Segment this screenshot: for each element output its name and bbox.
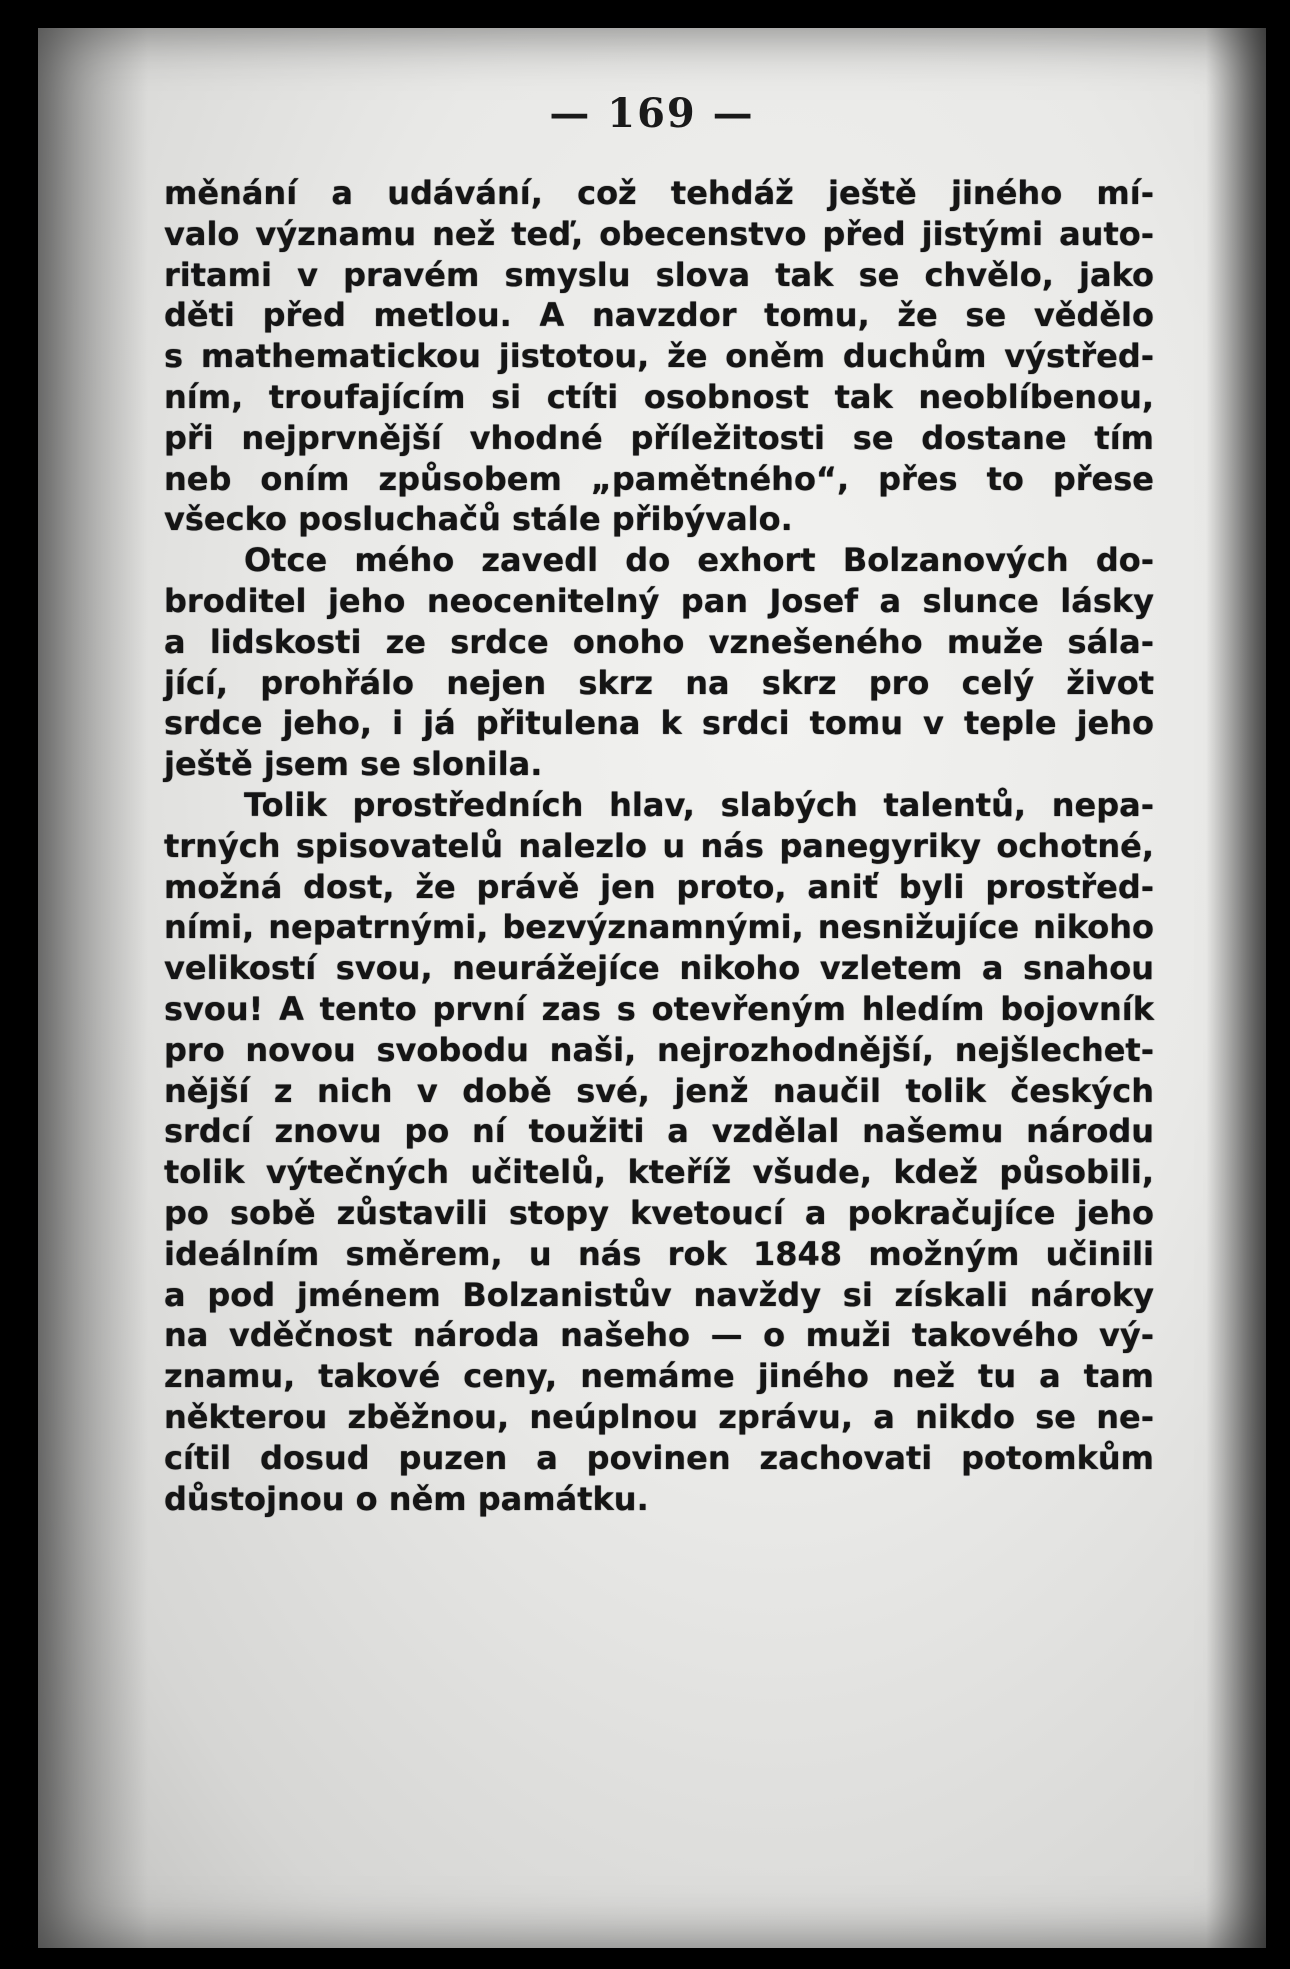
text-line: ním, troufajícím si ctíti osobnost tak neoblíbenou,: [164, 377, 1154, 416]
text-line: nější z nich v době své, jenž naučil tolik českých: [164, 1071, 1154, 1110]
text-line: s mathematickou jistotou, že oněm duchům výstřed-: [164, 337, 1154, 376]
text-line: cítil dosud puzen a povinen zachovati potomkům: [164, 1438, 1154, 1477]
text-line: srdcí znovu po ní toužiti a vzdělal našemu národu: [164, 1112, 1154, 1151]
text-line: jící, prohřálo nejen skrz na skrz pro celý život: [164, 663, 1154, 702]
text-line: valo významu než teď, obecenstvo před jistými auto-: [164, 214, 1154, 253]
text-line: Tolik prostředních hlav, slabých talentů, nepa-: [244, 785, 1154, 824]
text-line: trných spisovatelů nalezlo u nás panegyriky ochotné,: [164, 826, 1154, 865]
paragraph: [164, 785, 1154, 1519]
page-number: — 169 —: [549, 90, 755, 137]
text-line: po sobě zůstavili stopy kvetoucí a pokračujíce jeho: [164, 1193, 1154, 1232]
text-line: pro novou svobodu naši, nejrozhodnější, nejšlechet-: [164, 1030, 1154, 1069]
text-line: velikostí svou, neurážejíce nikoho vzletem a snahou: [164, 949, 1154, 988]
text-line: srdce jeho, i já přitulena k srdci tomu v teple jeho: [164, 704, 1154, 743]
text-line: Otce mého zavedl do exhort Bolzanových do-: [244, 541, 1154, 580]
text-line: ritami v pravém smyslu slova tak se chvělo, jako: [164, 255, 1154, 294]
text-line: děti před metlou. A navzdor tomu, že se vědělo: [164, 296, 1154, 335]
paragraph: [164, 173, 1154, 540]
text-line: znamu, takové ceny, nemáme jiného než tu a tam: [164, 1357, 1154, 1396]
text-line: a pod jménem Bolzanistův navždy si získali nároky: [164, 1275, 1154, 1314]
text-line: a lidskosti ze srdce onoho vznešeného muže sála-: [164, 622, 1154, 661]
text-line: ještě jsem se slonila.: [164, 745, 543, 784]
text-line: důstojnou o něm památku.: [164, 1479, 649, 1518]
paragraph: [164, 540, 1154, 785]
text-line: broditel jeho neocenitelný pan Josef a slunce lásky: [164, 581, 1154, 620]
body-text: [164, 173, 1154, 1519]
book-page: [38, 28, 1266, 1948]
text-line: neb oním způsobem „pamětného“, přes to přese: [164, 459, 1154, 498]
text-line: možná dost, že právě jen proto, aniť byli prostřed-: [164, 867, 1154, 906]
text-line: tolik výtečných učitelů, kteříž všude, kdež působili,: [164, 1153, 1154, 1192]
text-line: na vděčnost národa našeho — o muži takového vý-: [164, 1316, 1154, 1355]
text-line: ními, nepatrnými, bezvýznamnými, nesnižujíce nikoho: [164, 908, 1154, 947]
text-line: všecko posluchačů stále přibývalo.: [164, 500, 793, 539]
text-line: některou zběžnou, neúplnou zprávu, a nikdo se ne-: [164, 1397, 1154, 1436]
text-line: ideálním směrem, u nás rok 1848 možným učinili: [164, 1234, 1154, 1273]
text-line: měnání a udávání, což tehdáž ještě jiného mí-: [164, 174, 1154, 212]
text-line: svou! A tento první zas s otevřeným hledím bojovník: [164, 989, 1154, 1028]
text-line: při nejprvnější vhodné příležitosti se dostane tím: [164, 418, 1154, 457]
